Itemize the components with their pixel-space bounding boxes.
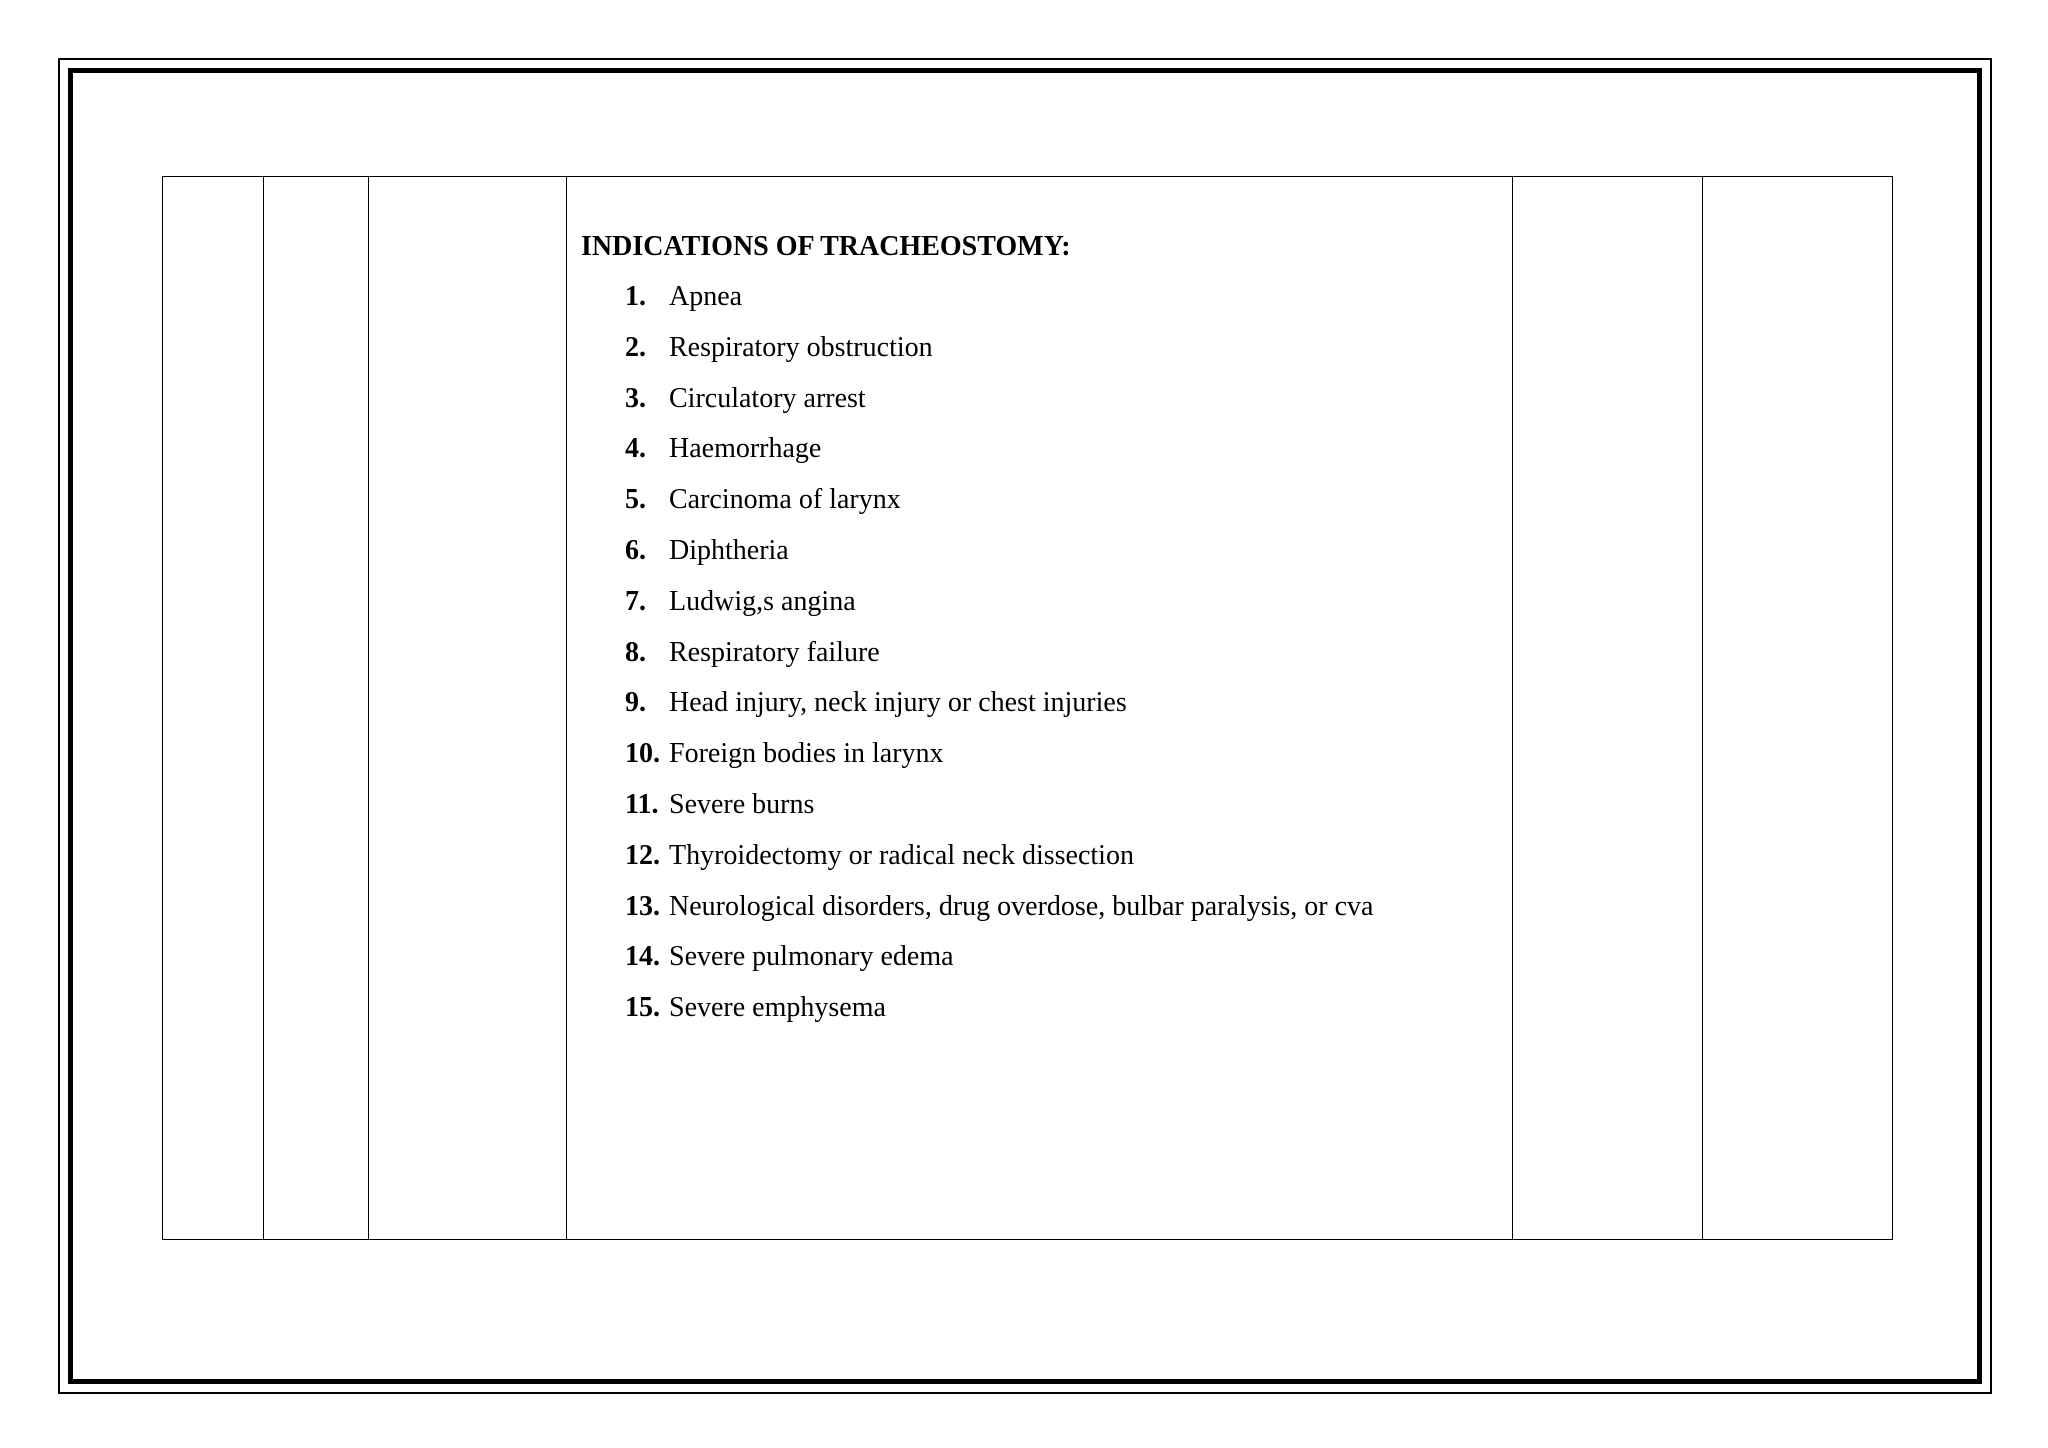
item-number: 7. <box>625 585 646 617</box>
item-text: Haemorrhage <box>669 433 822 465</box>
list-item <box>625 838 1492 889</box>
item-text: Severe burns <box>669 788 815 820</box>
table-column-content <box>567 177 1513 1239</box>
list-item <box>625 533 1492 584</box>
item-text: Neurological disorders, drug overdose, bulbar paralysis, or cva <box>669 890 1374 922</box>
section-heading: INDICATIONS OF TRACHEOSTOMY: <box>581 231 1071 262</box>
item-text: Severe emphysema <box>669 992 886 1024</box>
content-table <box>162 176 1893 1240</box>
item-number: 14. <box>625 941 660 973</box>
list-item <box>625 584 1492 635</box>
item-number: 15. <box>625 992 660 1024</box>
list-item <box>625 431 1492 482</box>
table-column-6 <box>1703 177 1894 1239</box>
list-item <box>625 685 1492 736</box>
item-text: Ludwig,s angina <box>669 585 856 617</box>
item-text: Severe pulmonary edema <box>669 941 954 973</box>
table-column-3 <box>369 177 567 1239</box>
item-number: 9. <box>625 687 646 719</box>
item-text: Apnea <box>669 281 743 312</box>
list-item <box>625 330 1492 381</box>
list-item <box>625 736 1492 787</box>
list-item <box>625 939 1492 990</box>
item-number: 5. <box>625 484 646 516</box>
item-number: 3. <box>625 382 646 414</box>
list-item <box>625 482 1492 533</box>
item-text: Foreign bodies in larynx <box>669 738 944 770</box>
list-item <box>625 990 1492 1041</box>
item-number: 1. <box>625 281 646 312</box>
item-number: 8. <box>625 636 646 668</box>
table-column-5 <box>1513 177 1703 1239</box>
item-text: Carcinoma of larynx <box>669 484 901 516</box>
table-column-2 <box>264 177 369 1239</box>
indications-list <box>581 279 1492 1041</box>
item-number: 12. <box>625 839 660 871</box>
item-number: 4. <box>625 433 646 465</box>
item-text: Thyroidectomy or radical neck dissection <box>669 839 1134 871</box>
item-text: Respiratory failure <box>669 636 880 668</box>
list-item <box>625 787 1492 838</box>
content-cell <box>581 229 1492 1041</box>
list-item <box>625 635 1492 686</box>
list-item <box>625 381 1492 432</box>
item-text: Circulatory arrest <box>669 382 866 414</box>
table-column-1 <box>163 177 264 1239</box>
item-number: 13. <box>625 890 660 922</box>
item-text: Head injury, neck injury or chest injuries <box>669 687 1127 719</box>
item-number: 11. <box>625 788 659 820</box>
list-item <box>625 889 1492 940</box>
item-text: Respiratory obstruction <box>669 331 933 363</box>
item-text: Diphtheria <box>669 534 789 566</box>
item-number: 10. <box>625 738 660 770</box>
item-number: 6. <box>625 534 646 566</box>
item-number: 2. <box>625 331 646 363</box>
list-item <box>625 279 1492 330</box>
